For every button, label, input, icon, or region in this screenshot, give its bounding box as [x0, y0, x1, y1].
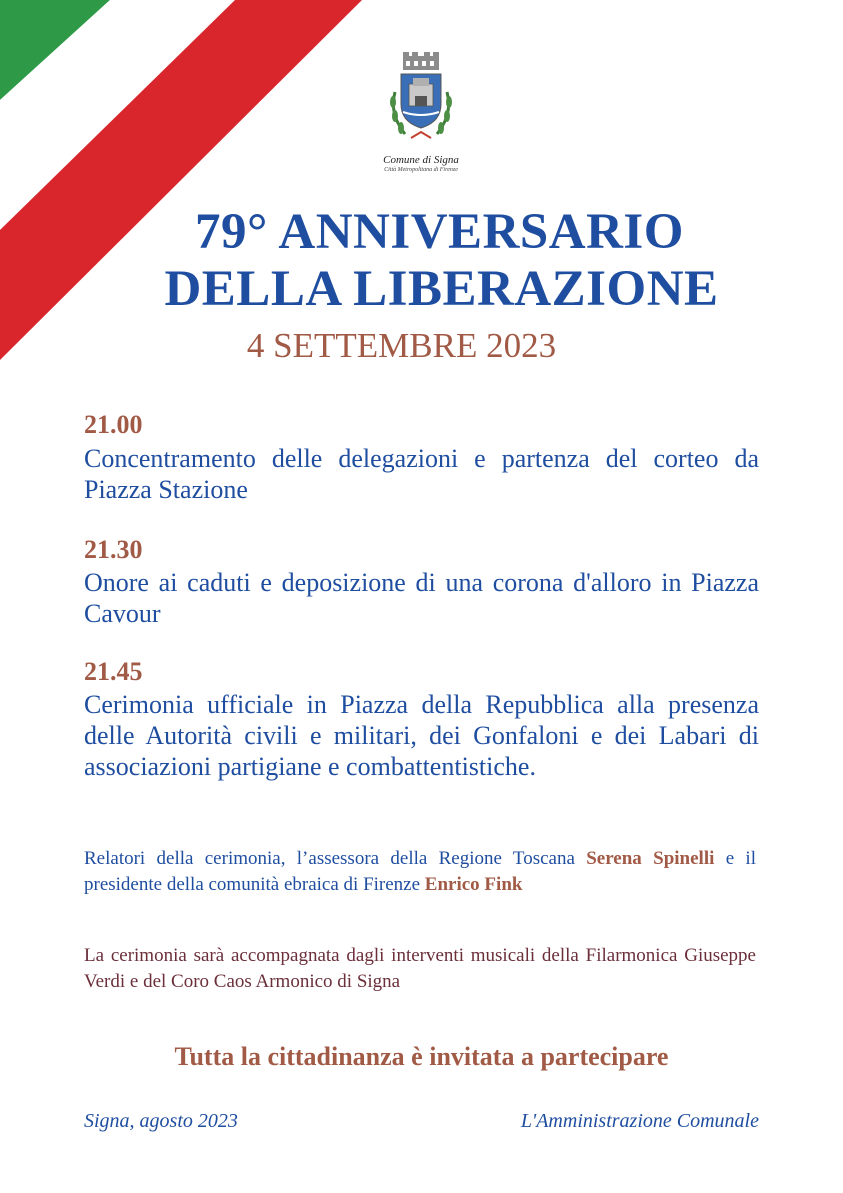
speakers-text-2: e il presidente della comunità ebraica di Firenze	[84, 848, 756, 895]
speaker-name-2: Enrico Fink	[424, 874, 523, 895]
crest-emblem-icon	[381, 52, 461, 152]
program-time-2: 21.30	[84, 535, 143, 564]
municipality-subtitle: Città Metropolitana di Firenze	[384, 167, 458, 173]
program-time-1: 21.00	[84, 410, 143, 439]
signature: L'Amministrazione Comunale	[520, 1110, 759, 1132]
event-date-text: 4 SETTEMBRE 2023	[246, 326, 557, 365]
music-note: La cerimonia sarà accompagnata dagli interventi musicali della Filarmonica Giuseppe Verdi e del Coro Caos Armonico di Signa	[84, 945, 756, 992]
invitation-text: Tutta la cittadinanza è invitata a partecipare	[174, 1042, 669, 1071]
page-title-line2: DELLA LIBERAZIONE	[164, 261, 719, 317]
speakers-text-1: Relatori della cerimonia, l’assessora della Regione Toscana	[84, 848, 575, 869]
page-title-line1: 79° ANNIVERSARIO	[195, 204, 684, 260]
program-event-3: Cerimonia ufficiale in Piazza della Repubblica alla presenza delle Autorità civili e militari, dei Gonfaloni e dei Labari di associazioni partigiane e combattentistiche.	[84, 690, 759, 781]
speaker-name-1: Serena Spinelli	[586, 848, 715, 869]
place-date: Signa, agosto 2023	[84, 1110, 238, 1132]
speakers-note	[84, 846, 756, 898]
municipality-name: Comune di Signa	[383, 154, 459, 166]
municipal-crest	[372, 52, 470, 182]
program-event-2: Onore ai caduti e deposizione di una corona d'alloro in Piazza Cavour	[84, 568, 759, 628]
event-date	[0, 326, 843, 366]
program-time-3: 21.45	[84, 657, 143, 686]
program-event-1: Concentramento delle delegazioni e partenza del corteo da Piazza Stazione	[84, 444, 759, 504]
